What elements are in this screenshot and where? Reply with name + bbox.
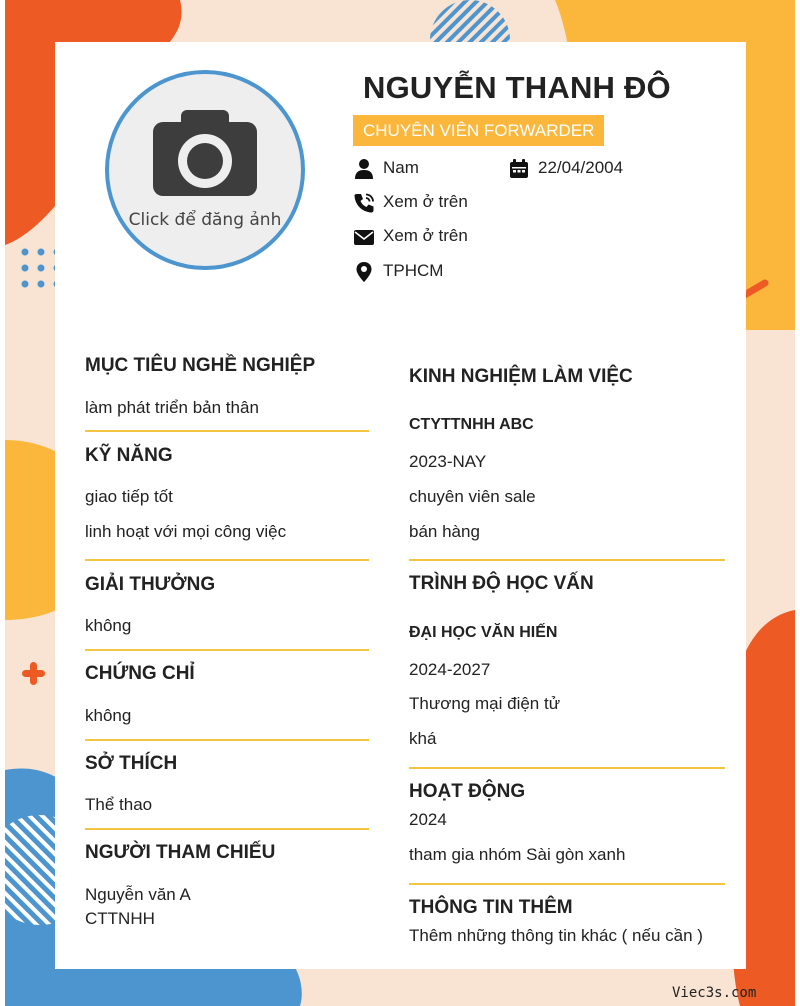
section-divider [85,649,369,651]
phone-icon [353,192,375,214]
section-divider [409,883,725,885]
awards-title: GIẢI THƯỞNG [85,574,216,595]
experience-position[interactable]: chuyên viên sale [409,487,536,506]
address-value: TPHCM [383,261,444,280]
activities-text[interactable]: tham gia nhóm Sài gòn xanh [409,845,626,864]
certificates-text[interactable]: không [85,706,132,725]
section-divider [85,739,369,741]
references-title: NGƯỜI THAM CHIẾU [85,842,276,863]
section-divider [409,559,725,561]
section-divider [85,559,369,561]
location-pin-icon [353,261,375,283]
hobbies-title: SỞ THÍCH [85,753,178,774]
envelope-icon [353,226,375,248]
more-info-title: THÔNG TIN THÊM [409,897,573,918]
camera-icon [149,104,261,204]
address-field[interactable] [353,259,493,283]
avatar-upload[interactable] [105,70,305,270]
calendar-icon [508,158,530,180]
phone-field[interactable] [353,190,493,214]
education-title: TRÌNH ĐỘ HỌC VẤN [409,573,594,594]
hobbies-text[interactable]: Thể thao [85,795,153,814]
avatar-caption: Click để đăng ảnh [128,210,282,230]
experience-company[interactable]: CTYTTNHH ABC [409,416,534,433]
education-major[interactable]: Thương mại điện tử [409,694,561,713]
objective-text[interactable]: làm phát triển bản thân [85,398,259,417]
section-divider [409,767,725,769]
activities-year[interactable]: 2024 [409,810,447,829]
education-school[interactable]: ĐẠI HỌC VĂN HIẾN [409,624,558,641]
gender-field[interactable] [353,156,493,180]
email-field[interactable] [353,224,493,248]
gender-value: Nam [383,158,419,177]
objective-title: MỤC TIÊU NGHỀ NGHIỆP [85,355,316,376]
reference-line[interactable]: CTTNHH [85,909,155,928]
watermark: Viec3s.com [672,985,757,1001]
section-divider [85,828,369,830]
more-info-text[interactable]: Thêm những thông tin khác ( nếu cần ) [409,926,703,945]
section-divider [85,430,369,432]
phone-value: Xem ở trên [383,192,468,211]
user-icon [353,158,375,180]
birthdate-value: 22/04/2004 [538,158,624,177]
certificates-title: CHỨNG CHỈ [85,663,195,684]
full-name[interactable]: NGUYỄN THANH ĐÔ [363,70,671,105]
experience-description[interactable]: bán hàng [409,522,480,541]
skills-title: KỸ NĂNG [85,445,173,466]
reference-line[interactable]: Nguyễn văn A [85,885,191,904]
skill-item[interactable]: linh hoạt với mọi công việc [85,522,287,541]
experience-title: KINH NGHIỆM LÀM VIỆC [409,366,633,387]
birthdate-field[interactable] [508,156,668,180]
job-title[interactable]: CHUYÊN VIÊN FORWARDER [353,115,604,146]
education-grade[interactable]: khá [409,729,437,748]
experience-period[interactable]: 2023-NAY [409,452,487,471]
awards-text[interactable]: không [85,616,132,635]
activities-title: HOẠT ĐỘNG [409,781,526,802]
skill-item[interactable]: giao tiếp tốt [85,487,173,506]
email-value: Xem ở trên [383,226,468,245]
education-period[interactable]: 2024-2027 [409,660,491,679]
